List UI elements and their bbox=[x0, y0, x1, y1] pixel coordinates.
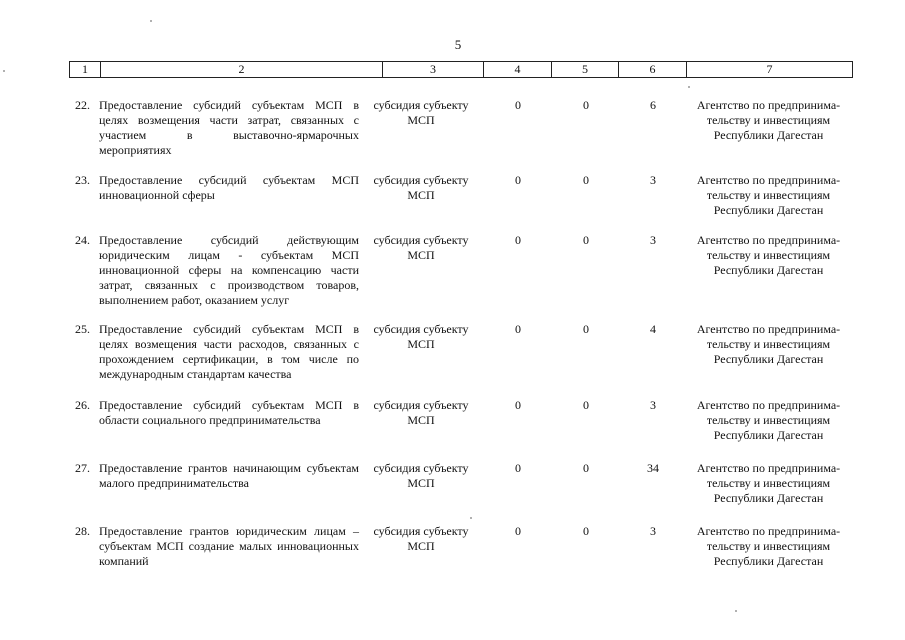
scan-speck bbox=[150, 20, 152, 22]
row-type: субсидия субъекту МСП bbox=[373, 98, 469, 127]
row-col-4: 0 bbox=[515, 398, 521, 412]
row-number: 24. bbox=[75, 233, 90, 247]
row-col-4: 0 bbox=[515, 173, 521, 187]
row-description: Предоставление субсидий субъектам МСП в целях возмещения части затрат, связанных с участием в выставочно-ярмарочных мероприятиях bbox=[99, 98, 359, 157]
header-col-3: 3 bbox=[383, 62, 484, 77]
row-col-6: 34 bbox=[647, 461, 659, 475]
row-col-6: 4 bbox=[650, 322, 656, 336]
row-col-5: 0 bbox=[583, 398, 589, 412]
row-col-5: 0 bbox=[583, 98, 589, 112]
row-number: 25. bbox=[75, 322, 90, 336]
row-number: 22. bbox=[75, 98, 90, 112]
row-col-5: 0 bbox=[583, 173, 589, 187]
page-number: 5 bbox=[454, 37, 462, 52]
row-col-5: 0 bbox=[583, 461, 589, 475]
header-col-5: 5 bbox=[552, 62, 619, 77]
row-type: субсидия субъекту МСП bbox=[373, 322, 469, 351]
row-col-5: 0 bbox=[583, 233, 589, 247]
row-agency: Агентство по предпринима-тельству и инвестициям Республики Дагестан bbox=[696, 398, 841, 442]
header-col-7: 7 bbox=[766, 62, 773, 76]
row-col-4: 0 bbox=[515, 233, 521, 247]
row-agency: Агентство по предпринима-тельству и инвестициям Республики Дагестан bbox=[696, 173, 841, 217]
row-type: субсидия субъекту МСП bbox=[373, 398, 469, 427]
row-col-6: 6 bbox=[650, 98, 656, 112]
scan-speck bbox=[470, 517, 472, 519]
row-col-6: 3 bbox=[650, 173, 656, 187]
row-agency: Агентство по предпринима-тельству и инвестициям Республики Дагестан bbox=[696, 524, 841, 568]
row-agency: Агентство по предпринима-тельству и инвестициям Республики Дагестан bbox=[696, 233, 841, 277]
row-type: субсидия субъекту МСП bbox=[373, 461, 469, 490]
row-col-4: 0 bbox=[515, 461, 521, 475]
scan-speck bbox=[735, 610, 737, 612]
row-col-5: 0 bbox=[583, 524, 589, 538]
row-agency: Агентство по предпринима-тельству и инвестициям Республики Дагестан bbox=[696, 461, 841, 505]
row-col-5: 0 bbox=[583, 322, 589, 336]
row-description: Предоставление грантов юридическим лицам – субъектам МСП создание малых инновационных компаний bbox=[99, 524, 359, 568]
row-description: Предоставление субсидий субъектам МСП в области социального предпринимательства bbox=[99, 398, 359, 427]
header-col-6: 6 bbox=[619, 62, 687, 77]
row-type: субсидия субъекту МСП bbox=[373, 173, 469, 202]
row-number: 26. bbox=[75, 398, 90, 412]
row-description: Предоставление субсидий субъектам МСП инновационной сферы bbox=[99, 173, 359, 202]
scan-speck bbox=[688, 86, 690, 88]
header-col-1: 1 bbox=[70, 62, 101, 77]
header-col-2: 2 bbox=[101, 62, 383, 77]
row-description: Предоставление субсидий действующим юридическим лицам - субъектам МСП инновационной сферы на компенсацию части затрат, связанных с производством товаров, выполнением работ, оказанием услуг bbox=[99, 233, 359, 307]
row-col-6: 3 bbox=[650, 524, 656, 538]
row-col-4: 0 bbox=[515, 98, 521, 112]
scan-speck bbox=[3, 70, 5, 72]
row-number: 27. bbox=[75, 461, 90, 475]
row-col-4: 0 bbox=[515, 524, 521, 538]
row-number: 28. bbox=[75, 524, 90, 538]
row-agency: Агентство по предпринима-тельству и инвестициям Республики Дагестан bbox=[696, 322, 841, 366]
row-description: Предоставление грантов начинающим субъектам малого предпринимательства bbox=[99, 461, 359, 490]
row-description: Предоставление субсидий субъектам МСП в целях возмещения части расходов, связанных с прохождением сертификации, в том числе по международным стандартам качества bbox=[99, 322, 359, 381]
row-agency: Агентство по предпринима-тельству и инвестициям Республики Дагестан bbox=[696, 98, 841, 142]
row-type: субсидия субъекту МСП bbox=[373, 524, 469, 553]
table-header-row bbox=[69, 61, 853, 78]
header-col-4: 4 bbox=[484, 62, 552, 77]
row-type: субсидия субъекту МСП bbox=[373, 233, 469, 262]
row-col-6: 3 bbox=[650, 233, 656, 247]
row-col-4: 0 bbox=[515, 322, 521, 336]
row-number: 23. bbox=[75, 173, 90, 187]
row-col-6: 3 bbox=[650, 398, 656, 412]
